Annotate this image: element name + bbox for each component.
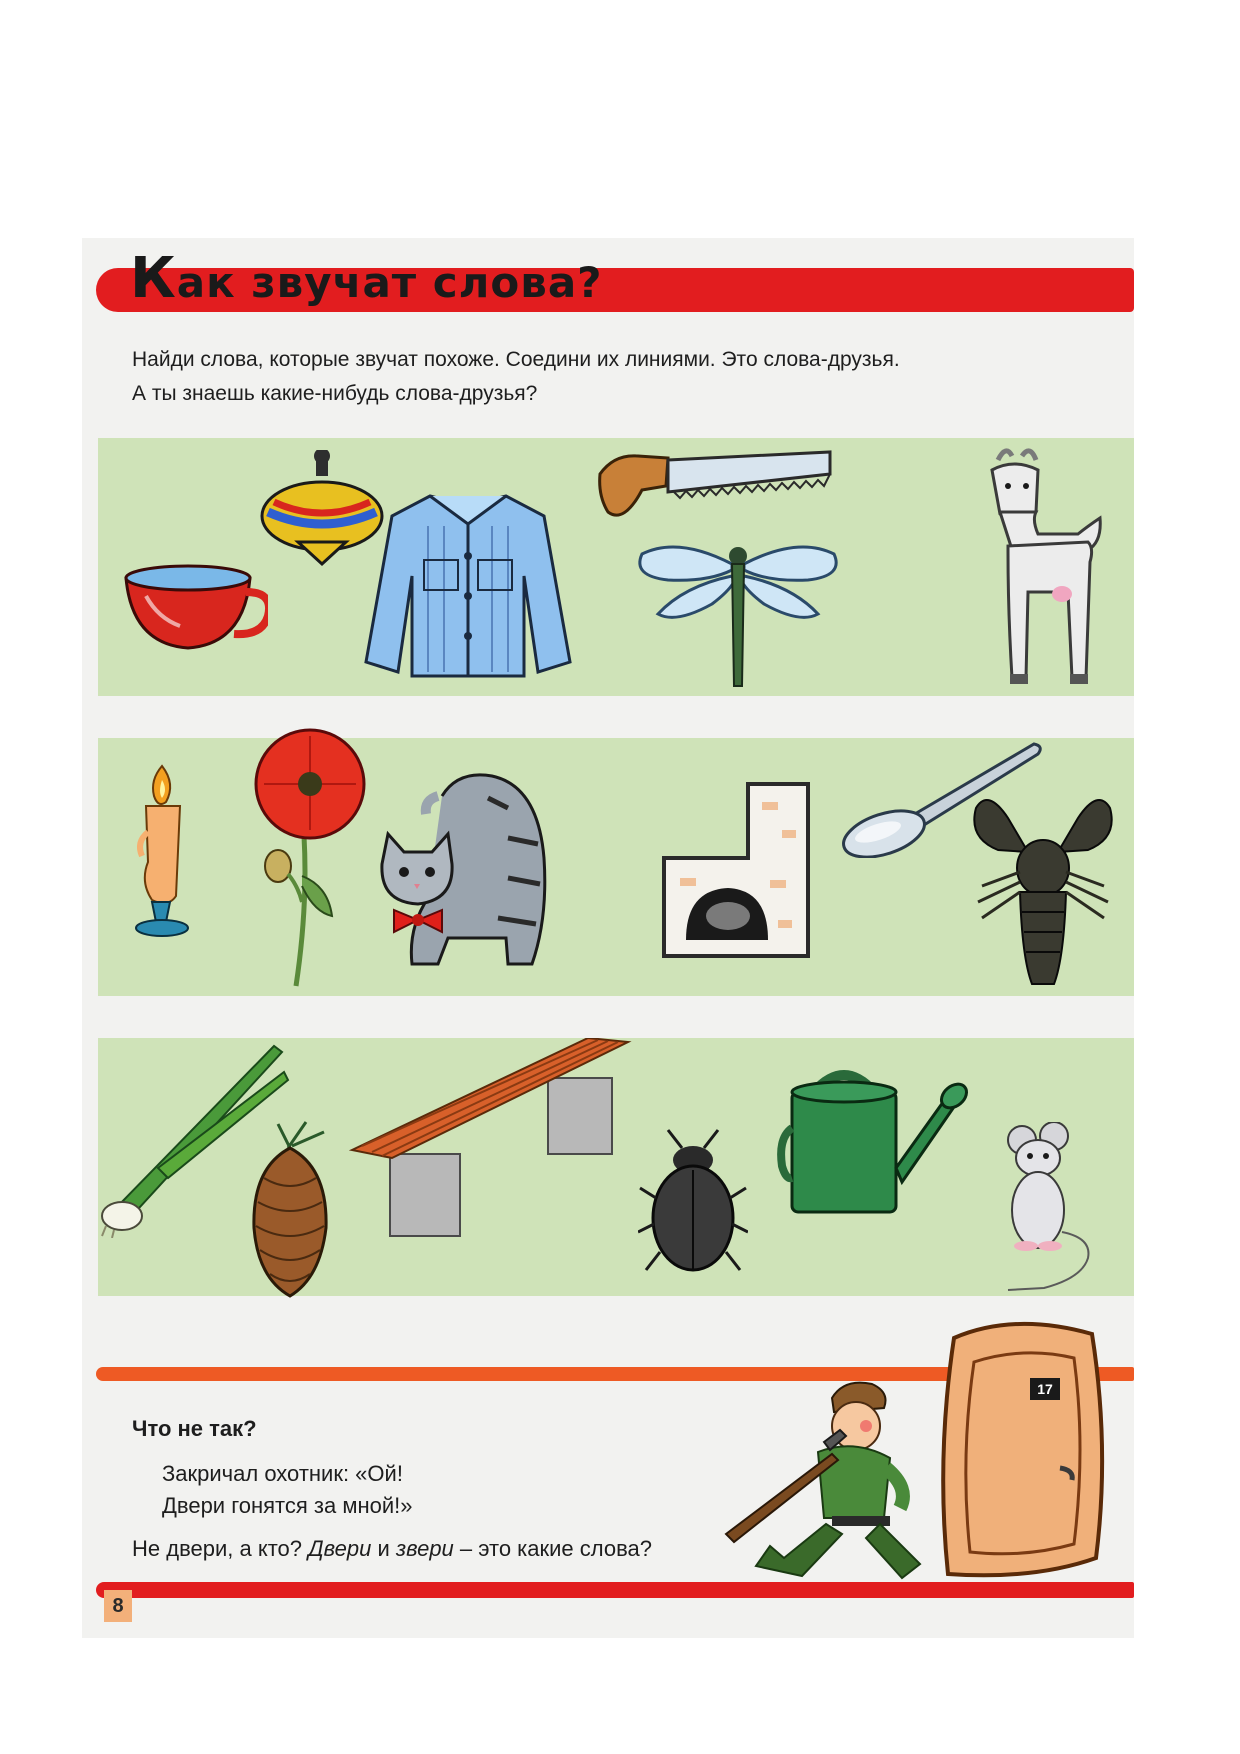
pine-cone-icon[interactable] (248, 1118, 338, 1298)
poem-line-2: Двери гонятся за мной!» (162, 1493, 413, 1518)
instruction-line-1: Найди слова, которые звучат похоже. Соедини их линиями. Это слова-друзья. (132, 348, 900, 371)
title-rest: ак звучат слова? (176, 258, 603, 307)
question-word-beasts: звери (395, 1536, 454, 1561)
door-illustration (924, 1318, 1114, 1588)
question-and: и (371, 1536, 396, 1561)
mouse-icon[interactable] (988, 1122, 1098, 1292)
goat-icon[interactable] (978, 442, 1108, 690)
picture-row-2 (98, 738, 1134, 996)
instructions (132, 343, 1092, 411)
instruction-line-2: А ты знаешь какие-нибудь слова-друзья? (132, 382, 538, 405)
hunter-illustration (714, 1368, 924, 1588)
door-number: 17 (1037, 1381, 1053, 1397)
watering-can-icon[interactable] (774, 1058, 974, 1218)
riddle-question (132, 1536, 652, 1562)
picture-row-1 (98, 438, 1134, 696)
shirt-icon[interactable] (358, 486, 578, 686)
question-end: – это какие слова? (453, 1536, 653, 1561)
title-initial: К (130, 246, 177, 311)
stove-icon[interactable] (658, 780, 818, 960)
poppy-icon[interactable] (248, 726, 378, 990)
page-number: 8 (104, 1590, 132, 1622)
picture-row-3 (98, 1038, 1134, 1296)
dragonfly-icon[interactable] (628, 530, 848, 690)
poem-line-1: Закричал охотник: «Ой! (162, 1461, 403, 1486)
question-start: Не двери, а кто? (132, 1536, 309, 1561)
cup-icon[interactable] (118, 556, 268, 654)
riddle-poem (162, 1458, 413, 1522)
crayfish-icon[interactable] (968, 788, 1118, 988)
workbook-page (82, 238, 1134, 1638)
question-word-doors: Двери (308, 1536, 372, 1561)
candle-icon[interactable] (122, 762, 202, 942)
cat-icon[interactable] (368, 768, 568, 978)
saw-icon[interactable] (594, 446, 834, 524)
beetle-icon[interactable] (638, 1128, 748, 1278)
bench-icon[interactable] (348, 1038, 648, 1238)
riddle-title: Что не так? (132, 1416, 257, 1441)
page-title (130, 246, 603, 311)
footer-bar (96, 1582, 1134, 1598)
